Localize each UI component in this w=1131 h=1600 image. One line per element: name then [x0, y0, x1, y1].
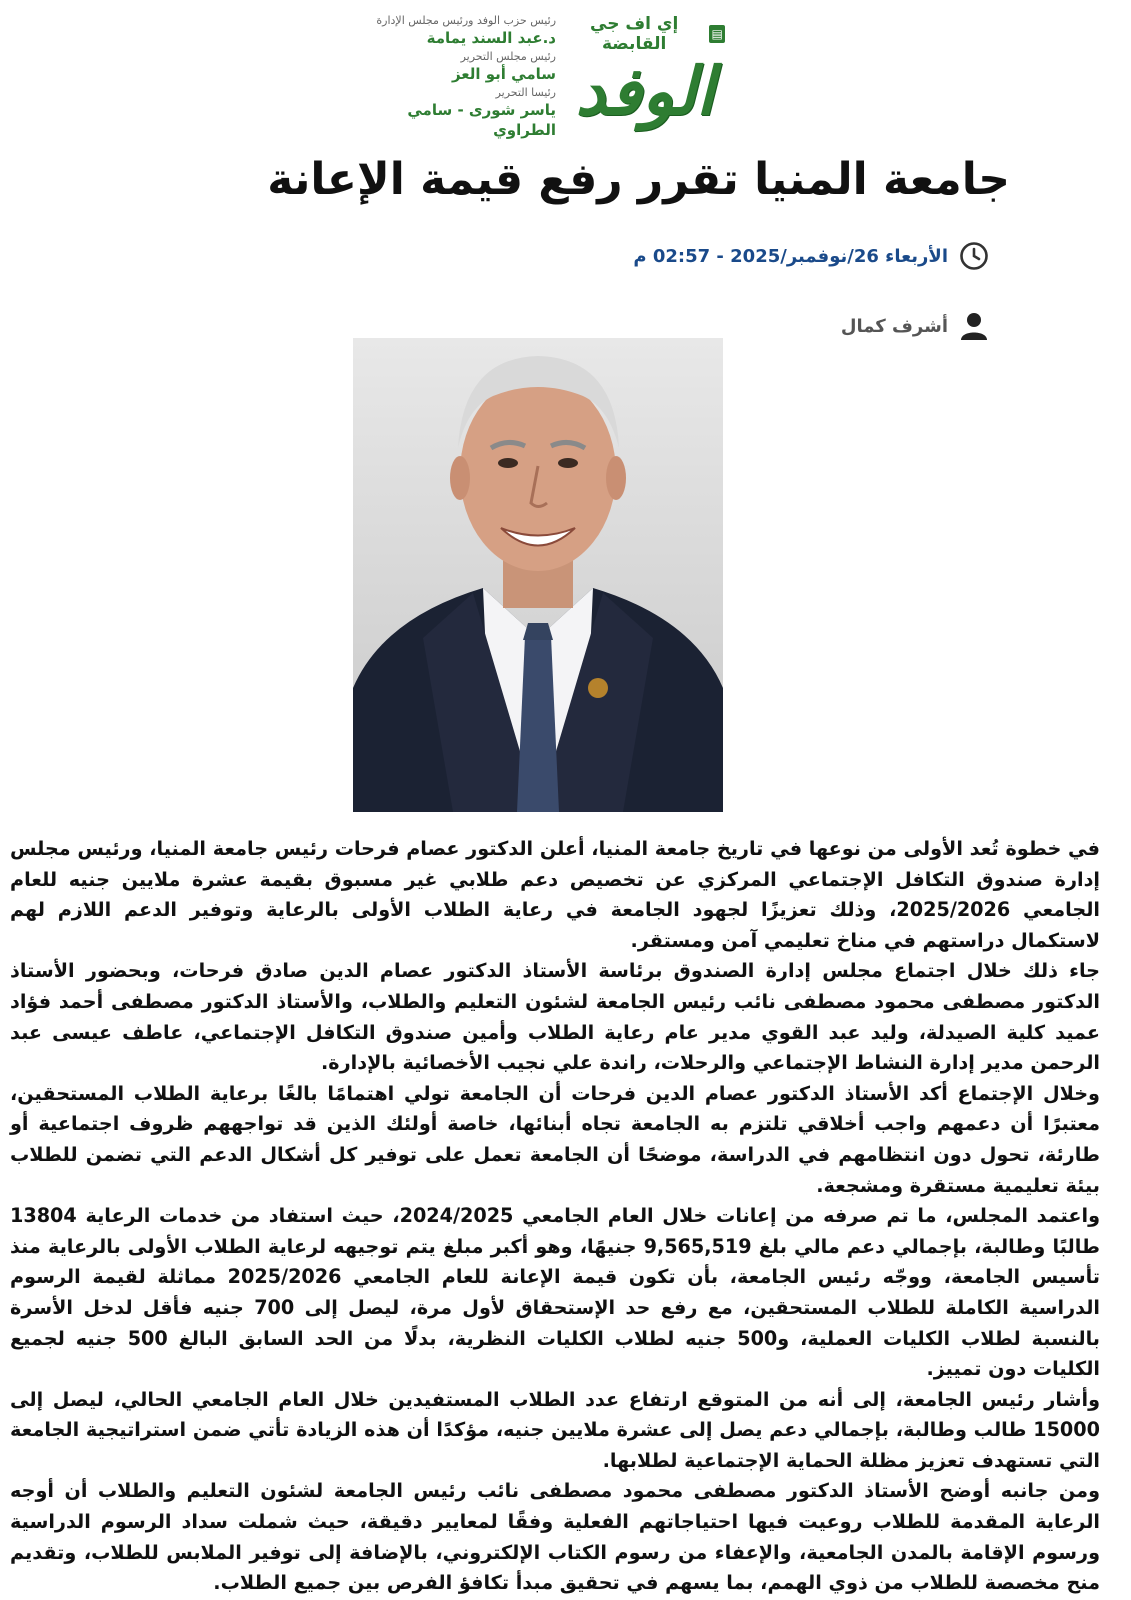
article-paragraph: واعتمد المجلس، ما تم صرفه من إعانات خلال العام الجامعي 2024/2025، حيث استفاد من خدمات الرعاية 13804 طالبًا وطالبة، بإجمالي دعم مالي بلغ 9,565,519 جنيهًا، وهو أكبر مبلغ يتم توجيهه لرعاية الطلاب الأولى بالرعاية منذ تأسيس الجامعة، ووجّه رئيس الجامعة، بأن تكون قيمة الإعانة للعام الجامعي 2025/2026 مماثلة لقيمة الرسوم الدراسية الكاملة للطلاب المستحقين، مع رفع حد الإستحقاق لأول مرة، ليصل إلى 700 جنيه فأقل لدخل الأسرة بالنسبة لطلاب الكليات العملية، و500 جنيه لطلاب الكليات النظرية، بدلًا من الحد السابق البالغ 500 جنيه لجميع الكليات دون تمييز.	[10, 1204, 1101, 1381]
author-name[interactable]: أشرف كمال	[840, 315, 948, 337]
brand-block[interactable]	[565, 14, 725, 128]
company-name	[565, 14, 725, 54]
article-paragraph: ومن جانبه أوضح الأستاذ الدكتور مصطفى محمود مصطفى نائب رئيس الجامعة لشئون التعليم والطلاب أن أوجه الرعاية المقدمة للطلاب روعيت فيها احتياجاتهم الفعلية وفقًا لمعايير دقيقة، حيث شملت سداد الرسوم الدراسية ورسوم الإقامة بالمدن الجامعية، والإعفاء من رسوم الكتاب الإلكتروني، بالإضافة إلى توفير الملابس للطلاب، وتقديم منح مخصصة للطلاب من ذوي الهمم، بما يسهم في تحقيق مبدأ تكافؤ الفرص بين جميع الطلاب.	[10, 1479, 1100, 1595]
article-paragraph: وأشار رئيس الجامعة، إلى أنه من المتوقع ارتفاع عدد الطلاب المستفيدين خلال العام الجامعي الحالي، ليصل إلى 15000 طالب وطالبة، بإجمالي دعم يصل إلى عشرة ملايين جنيه، مؤكدًا أن هذه الزيادة تأتي ضمن استراتيجية الجامعة التي تستهدف تعزيز مظلة الحماية الإجتماعية لطلابها.	[10, 1387, 1100, 1472]
credit-role: رئيسا التحرير	[495, 86, 556, 99]
article-headline: جامعة المنيا تقرر رفع قيمة الإعانة	[267, 154, 1010, 205]
credit-name: ياسر شورى - سامي الطراوي	[407, 101, 556, 139]
date-text: الأربعاء 26/نوفمبر/2025 - 02:57 م	[633, 245, 948, 267]
article-paragraph: جاء ذلك خلال اجتماع مجلس إدارة الصندوق برئاسة الأستاذ الدكتور عصام الدين صادق فرحات، وبحضور الأستاذ الدكتور مصطفى محمود مصطفى نائب رئيس الجامعة لشئون التعليم والطلاب، والأستاذ الدكتور مصطفى أحمد فؤاد عميد كلية الصيدلة، وليد عبد القوي مدير عام رعاية الطلاب وأمين صندوق التكافل الإجتماعي، عاطف عيسى عبد الرحمن مدير إدارة النشاط الإجتماعي والرحلات، راندة علي نجيب الأخصائية بالإدارة.	[10, 959, 1100, 1075]
clock-icon	[958, 240, 990, 272]
site-logo[interactable]: الوفد	[575, 52, 715, 130]
article-paragraph: في خطوة تُعد الأولى من نوعها في تاريخ جامعة المنيا، أعلن الدكتور عصام فرحات رئيس جامعة المنيا، ورئيس مجلس إدارة صندوق التكافل الإجتماعي المركزي عن تخصيص دعم طلابي غير مسبوق بقيمة عشرة ملايين جنيه للعام الجامعي 2025/2026، وذلك تعزيزًا لجهود الجامعة في رعاية الطلاب الأولى بالرعاية وتوفير الدعم اللازم لهم لاستكمال دراستهم في مناخ تعليمي آمن ومستقر.	[10, 837, 1100, 952]
credit-role: رئيس مجلس التحرير	[460, 50, 556, 63]
credit-name: سامي أبو العز	[451, 65, 556, 83]
article-paragraph: وخلال الإجتماع أكد الأستاذ الدكتور عصام الدين فرحات أن الجامعة تولي اهتمامًا بالغًا برعاية الطلاب المستحقين، معتبرًا أن دعمهم واجب أخلاقي تلتزم به الجامعة تجاه أبنائها، خاصة أولئك الذين قد تواجههم ظروف اجتماعية أو طارئة، تحول دون انتظامهم في الدراسة، موضحًا أن الجامعة تعمل على توفير كل أشكال الدعم التي تضمن للطلاب بيئة تعليمية مستقرة ومشجعة.	[10, 1081, 1100, 1197]
publish-date	[500, 240, 990, 272]
editorial-credits	[340, 14, 556, 142]
credit-name: د.عبد السند يمامة	[426, 29, 556, 47]
user-icon	[958, 310, 990, 342]
company-label: إي اف جي القابضة	[590, 14, 679, 54]
article-body	[10, 834, 1100, 1599]
article-photo	[353, 338, 723, 812]
newspaper-icon: ▤	[709, 25, 725, 43]
credit-role: رئيس حزب الوفد ورئيس مجلس الإدارة	[376, 14, 556, 27]
